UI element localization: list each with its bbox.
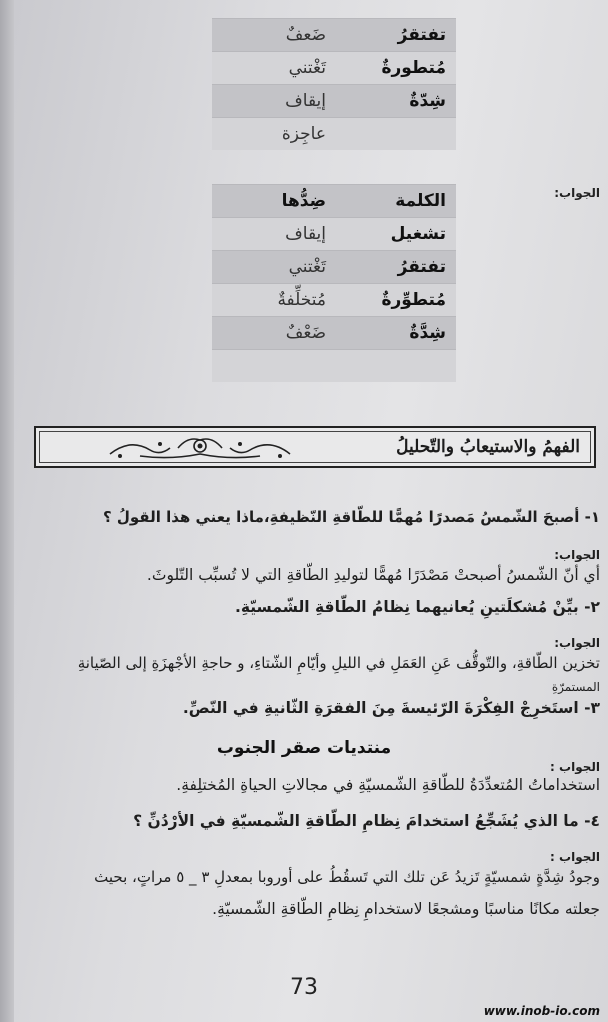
answer-3: استخداماتُ المُتعدِّدَةُ للطّاقةِ الشّمسيّةِ في مجالاتِ الحياةِ المُختلِفةِ. xyxy=(176,776,600,794)
question-4: ٤- ما الذي يُشَجِّعُ استخدامَ نِظامِ الطّاقةِ الشّمسيّةِ في الأرْدُنِّ ؟ xyxy=(133,812,600,830)
answer-4-line-1: وجودُ شِدَّةٍ شمسيّةٍ تَزيدُ عَن تلك التي تَسقُطُ على أوروبا بمعدلِ ٣ _ ٥ مراتٍ، بحيث xyxy=(94,868,600,886)
table-cell-word: تفتقرُ xyxy=(336,19,456,52)
vocab-table-answer xyxy=(212,184,456,382)
table-cell-word: شِدّةٌ xyxy=(336,85,456,118)
table-row xyxy=(212,118,456,151)
forum-overlay-text: منتديات صقر الجنوب xyxy=(216,738,392,758)
table-cell-word: تشغيل xyxy=(336,218,456,251)
question-1: ١- أصبحَ الشّمسُ مَصدرًا مُهمًّا للطّاقةِ النّظيفةِ،ماذا يعني هذا القولُ ؟ xyxy=(102,508,600,526)
table-row xyxy=(212,19,456,52)
table-cell-word xyxy=(336,118,456,151)
section-header xyxy=(34,426,596,468)
answer-label: الجواب : xyxy=(550,850,600,864)
vocab-table-top xyxy=(212,18,456,150)
table-row xyxy=(212,350,456,383)
page-edge xyxy=(0,0,14,1022)
table-cell-value: ضَعفٌ xyxy=(212,19,336,52)
table-row xyxy=(212,85,456,118)
table-row xyxy=(212,284,456,317)
table-cell-value: ضَعْفٌ xyxy=(212,317,336,350)
table-cell-word: مُتطوِّرةٌ xyxy=(336,284,456,317)
table-cell-value: عاجِزة xyxy=(212,118,336,151)
table-cell-word: مُتطورةٌ xyxy=(336,52,456,85)
table-cell-value: تَغْتني xyxy=(212,52,336,85)
answer-2-line-2: المستمرّةِ xyxy=(551,680,600,694)
section-title: الفهمُ والاستيعابُ والتّحليلُ xyxy=(396,437,580,457)
answer-2-line-1: تخزين الطّاقةِ، والتّوقُّف عَنِ العَمَلِ في الليلِ وأيّامِ الشّتاءِ، و حاجةِ الأجْهزَةِ إلى الصّيانةِ xyxy=(77,654,600,672)
table-cell-word xyxy=(336,350,456,383)
answer-label: الجواب: xyxy=(554,186,600,200)
question-3: ٣- استَخرِجْ الفِكْرَةَ الرّئيسةَ مِنَ الفقرَةِ الثّانيةِ في النّصِّ. xyxy=(182,699,600,717)
answer-label: الجواب : xyxy=(550,760,600,774)
page-number: 73 xyxy=(290,975,318,1000)
ornament-icon xyxy=(100,434,300,462)
table-row xyxy=(212,52,456,85)
answer-4-line-2: جعلته مكانًا مناسبًا ومشجعًا لاستخدامِ نِظامِ الطّاقةِ الشّمسيّةِ. xyxy=(212,900,600,918)
table-row xyxy=(212,251,456,284)
answer-label: الجواب: xyxy=(554,636,600,650)
table-cell-value xyxy=(212,350,336,383)
table-cell-word: شِدَّةٌ xyxy=(336,317,456,350)
answer-label: الجواب: xyxy=(554,548,600,562)
table-row xyxy=(212,317,456,350)
table-row xyxy=(212,218,456,251)
answer-1: أي أنّ الشّمسُ أصبحتْ مَصْدَرًا مُهمًّا لتوليدِ الطّاقةِ التي لا تُسبِّب التّلوثَ. xyxy=(146,566,600,584)
table-cell-value: إيقاف xyxy=(212,85,336,118)
question-2: ٢- بيِّنْ مُشكلَتينِ يُعانيهما نِظامُ الطّاقةِ الشّمسيّةِ. xyxy=(234,598,600,616)
table-header-value: ضِدُّها xyxy=(212,185,336,218)
table-cell-value: إيقاف xyxy=(212,218,336,251)
table-cell-value: تَغْتني xyxy=(212,251,336,284)
table-cell-value: مُتخلِّفةٌ xyxy=(212,284,336,317)
table-header-word: الكلمة xyxy=(336,185,456,218)
table-header-row xyxy=(212,185,456,218)
table-cell-word: تفتقرُ xyxy=(336,251,456,284)
watermark-url: www.inob-io.com xyxy=(483,1004,600,1018)
